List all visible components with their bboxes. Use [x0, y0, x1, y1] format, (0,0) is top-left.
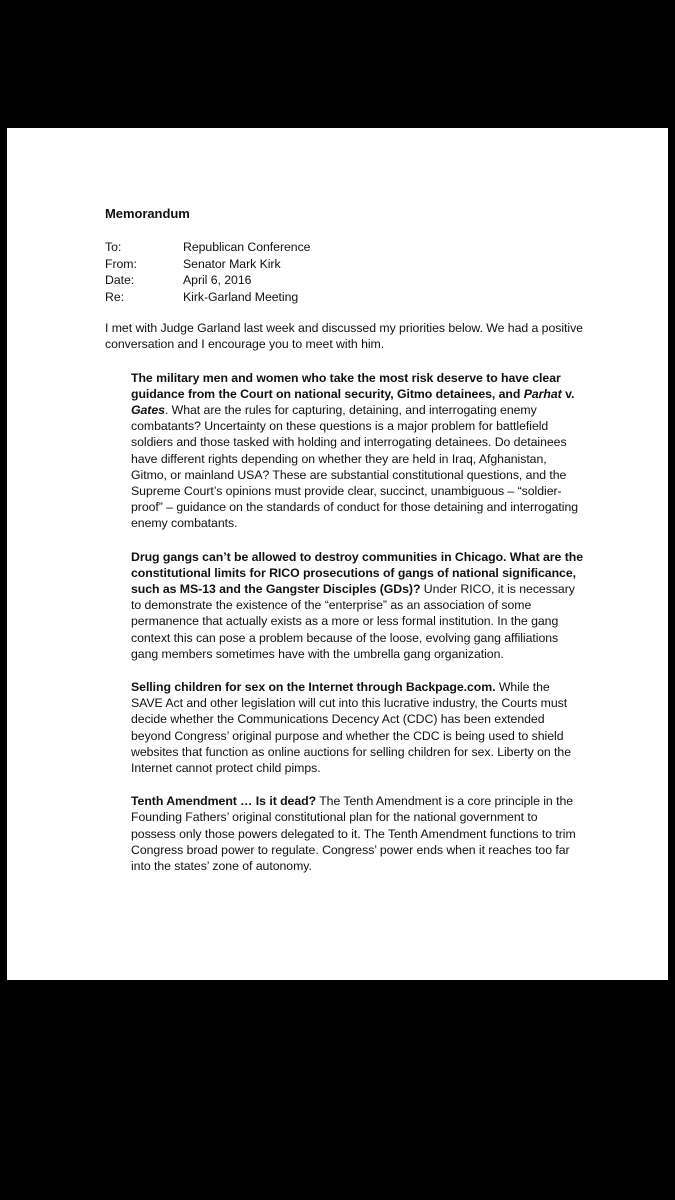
section-body: The Tenth Amendment is a core principle in the Founding Fathers’ original constitutional plan for the national government to possess only those powers delegated to it. The Tenth Amendment functions to trim Congress broad power to regulate. Congress’ power ends when it reaches too far into the states’ zone of autonomy.	[131, 794, 576, 874]
header-row-from	[105, 256, 585, 273]
header-value: April 6, 2016	[183, 273, 252, 288]
section-body: . What are the rules for capturing, detaining, and interrogating enemy combatants? Uncertainty on these questions is a major problem for battlefield soldiers and those tasked with holding and interrogating detainees. Do detainees have different rights depending on whether they are held in Iraq, Afghanistan, Gitmo, or mainland USA? These are substantial constitutional questions, and the Supreme Court’s opinions must provide clear, succinct, unambiguous – “soldier-proof” – guidance on the standards of conduct for those detaining and interrogating enemy combatants.	[131, 403, 579, 531]
header-label: To:	[105, 240, 122, 255]
header-value: Kirk-Garland Meeting	[183, 289, 299, 304]
case-name-italic: Parhat	[523, 386, 562, 401]
header-value: Senator Mark Kirk	[183, 256, 281, 271]
memo-title: Memorandum	[105, 206, 190, 221]
section-heading: Drug gangs can’t be allowed to destroy communities in Chicago. What are the constitutional limits for RICO prosecutions of gangs of national significance, such as MS-13 and the Gangster Disciples (GDs)?	[131, 549, 583, 597]
section-heading: Selling children for sex on the Internet through Backpage.com.	[131, 680, 496, 695]
header-label: Re:	[105, 289, 124, 304]
section-backpage	[131, 679, 583, 776]
case-name-italic: Gates	[131, 403, 165, 418]
document-page	[7, 128, 668, 980]
header-value: Republican Conference	[183, 240, 311, 255]
header-row-re	[105, 289, 585, 306]
header-row-date	[105, 272, 585, 289]
section-drug-gangs	[131, 549, 583, 662]
case-versus: v.	[561, 386, 575, 401]
header-row-to	[105, 239, 585, 256]
section-body: Under RICO, it is necessary to demonstrate the existence of the “enterprise” as an association of some permanence that actually exists as a more or less formal institution. In the gang context this can pose a problem because of the loose, evolving gang affiliations gang members sometimes have with the umbrella gang organization.	[131, 582, 575, 661]
memo-body	[105, 206, 585, 874]
section-heading: Tenth Amendment … Is it dead?	[131, 794, 317, 809]
header-label: From:	[105, 256, 137, 271]
section-military	[131, 370, 583, 532]
section-tenth-amendment	[131, 793, 583, 874]
section-heading: The military men and women who take the most risk deserve to have clear guidance from the Court on national security, Gitmo detainees, and	[131, 370, 561, 401]
memo-header	[105, 239, 585, 305]
section-body: While the SAVE Act and other legislation will cut into this lucrative industry, the Courts must decide whether the Communications Decency Act (CDC) has been extended beyond Congress’ original purpose and whether the CDC is being used to shield websites that function as online auctions for selling children for sex. Liberty on the Internet cannot protect child pimps.	[131, 680, 572, 776]
intro-paragraph: I met with Judge Garland last week and discussed my priorities below. We had a positive conversation and I encourage you to meet with him.	[105, 321, 583, 352]
header-label: Date:	[105, 273, 135, 288]
